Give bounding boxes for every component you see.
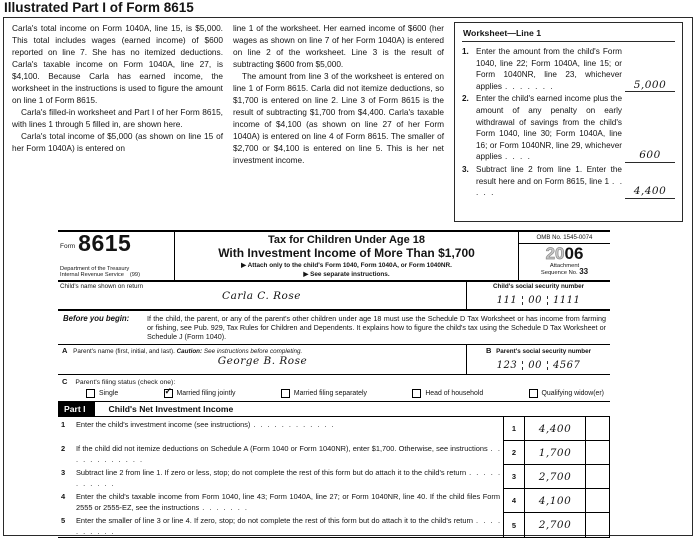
paragraph: Carla's total income of $5,000 (as shown on line 15 of her Form 1040A) is entered on [12,131,223,153]
line-box-number: 3 [503,465,524,489]
article-column-2 [233,22,444,227]
paragraph: Carla's filled-in worksheet and Part I of her Form 8615, with lines 1 through 5 filled in, are shown here. [12,107,223,129]
row-b-letter: B [485,346,492,356]
form-8615 [58,230,610,538]
tax-year [519,244,610,263]
worksheet-item [462,93,675,163]
line-text: Enter the child's investment income (see instructions) . . . . . . . . . . . . [76,420,334,430]
worksheet-box [454,22,683,222]
filing-status-option-married-jointly: ✓ Married filing jointly [164,386,236,398]
dot-leader: . . . . . . . . . . [76,516,501,536]
worksheet-item-value: 5,000 [625,80,675,93]
parent-name-value: George B. Rose [217,355,308,368]
agency-line-2: Internal Revenue Service [60,272,124,279]
worksheet-column [454,22,683,227]
checkmark-icon: ✓ [164,386,173,397]
form-number-cell [58,232,175,280]
filing-status-label: Parent's filing status (check one): [75,379,176,387]
year-suffix: 06 [564,244,584,263]
line-number: 3 [61,468,66,478]
line-box-number: 4 [503,489,524,513]
agency-line-1: Department of the Treasury [60,265,130,272]
checkbox-married-jointly [164,386,173,398]
attach-instruction: Attach only to the child's Form 1040, Form 1040A, or Form 1040NR. [247,262,452,269]
filing-status-option-head-of-household: Head of household [412,389,483,398]
form-line-row [58,513,610,537]
parent-ssn-value: 123 00 4567 [496,360,581,372]
worksheet-item [462,46,675,92]
parent-name-label: Parent's name (first, initial, and last). [73,348,175,356]
line-number: 5 [61,516,66,526]
form-line-row [58,489,610,513]
line-number: 4 [61,492,66,502]
line-text: If the child did not itemize deductions on Schedule A (Form 1040 or Form 1040NR), enter $1,700. Otherwise, see instructions . . . . . . . . . . . . [76,444,500,464]
part1-lines-table [58,417,610,538]
omb-number: OMB No. 1545-0074 [519,232,610,244]
dot-leader: . . . . . . . . . . . . [253,420,334,430]
line-number: 1 [61,420,66,430]
article-column-1 [12,22,223,227]
year-prefix: 20 [545,244,565,263]
illustration-border-box [3,17,693,536]
form-title-line-2: With Investment Income of More Than $1,700 [218,246,475,260]
form-number: 8615 [78,230,132,256]
line-box-number: 1 [503,417,524,441]
before-you-begin-text: If the child, the parent, or any of the parent's other children under age 18 must use the Schedule D Tax Worksheet or has income from farming or fishing, see Pub. 929, Tax Rules for Children and Dependents. It explains how to figure the child's tax using the Schedule D Tax Worksheet or Schedule J (Form 1040). [147,313,606,342]
arrowhead-icon: ▶ [303,271,309,279]
filing-status-option-single: Single [86,389,118,398]
form-title-cell [175,232,518,280]
worksheet-item [462,164,675,199]
dot-leader: . . . . . . . [504,81,553,91]
paragraph: line 1 of the worksheet. Her earned income of $600 (her wages as shown on line 7 of her Form 1040A) is entered on line 2 of the worksheet. Line 3 is the result of subtracting $600 from $5,000. [233,23,444,69]
parent-ssn-label: Parent's social security number [496,348,592,356]
filing-status-option-qualifying-widow: Qualifying widow(er) [529,389,604,398]
dot-leader: . . . . . . . . . . . . [76,444,500,464]
page-title: Illustrated Part I of Form 8615 [4,0,194,15]
cents-column [585,489,610,513]
see-instructions: See separate instructions. [310,271,390,279]
line-amount: 2,700 [524,513,585,537]
checkbox-married-separately [281,389,290,398]
filing-status-row [58,375,610,402]
cents-column [585,465,610,489]
child-ssn-value: 111 00 1111 [496,294,581,306]
line-text: Enter the smaller of line 3 or line 4. If zero, stop; do not complete the rest of this form but do attach it to the child's return . . . . . . . . . . [76,516,501,536]
row-a-letter: A [62,346,68,356]
filing-status-option-married-separately: Married filing separately [281,389,367,398]
ssn-divider [547,361,548,370]
ssn-divider [522,361,523,370]
attachment-sequence: Attachment Sequence No. 33 [540,263,589,277]
arrowhead-icon: ▶ [241,262,247,269]
ssn-divider [547,296,548,305]
paragraph: The amount from line 3 of the worksheet is entered on line 1 of Form 8615. Carla did not itemize deductions, so $1,700 is entered on line 2. Line 3 of Form 8615 is the result of subtracting $1,700 from $4,400. Carla's taxable income of $4,100 (as shown on line 27 of her Form 1040A) is entered on line 4 of Form 8615. The smaller of $2,700 or $4,100 is entered on line 5. This is her net investment income. [233,71,444,165]
worksheet-item-text: Subtract line 2 from line 1. Enter the result here and on Form 8615, line 1 . . . . . [476,164,622,198]
line-box-number: 2 [503,441,524,465]
checkbox-qualifying-widow [529,389,538,398]
omb-cell [518,232,610,280]
cents-column [585,417,610,441]
worksheet-item-value: 600 [625,150,675,163]
form-header [58,230,610,282]
form-title-line-1: Tax for Children Under Age 18 [267,234,426,246]
worksheet-item-value: 4,400 [625,186,675,199]
line-box-number: 5 [503,513,524,537]
line-amount: 1,700 [524,441,585,465]
ssn-divider [522,296,523,305]
worksheet-item-text: Enter the child's earned income plus the amount of any penalty on early withdrawal of savings from the child's Form 1040, line 30; Form 1040A, line 16; or Form 1040NR, line 29, whichever applies . . . . [476,94,622,162]
worksheet-item-number: 3. [462,164,469,174]
attachment-number: 33 [579,267,589,277]
caution-text: See instructions before completing. [203,348,303,356]
line-amount: 4,100 [524,489,585,513]
dot-leader: . . . . . . . . . . . [76,468,500,488]
agency-lines [60,266,171,279]
cents-column [585,513,610,537]
checkbox-head-of-household [412,389,421,398]
agency-suffix: (99) [129,272,140,279]
dot-leader: . . . . [504,152,530,162]
form-word: Form [60,243,76,250]
line-amount: 2,700 [524,465,585,489]
part1-header [58,402,610,417]
row-c-letter: C [62,377,68,387]
child-name-value: Carla C. Rose [222,289,301,302]
dot-leader: . . . . . [476,176,622,198]
checkbox-single [86,389,95,398]
part1-title: Child's Net Investment Income [108,404,234,415]
line-number: 2 [61,444,66,454]
part1-label: Part I [58,402,95,416]
caution-word: Caution: [176,348,203,356]
worksheet-title: Worksheet—Line 1 [462,26,675,42]
form-line-row [58,441,610,465]
child-name-row [58,282,610,311]
worksheet-item-text: Enter the amount from the child's Form 1040, line 22; Form 1040A, line 15; or Form 1040NR, line 23, whichever applies . . . . . . . [476,47,622,91]
before-you-begin-label: Before you begin: [63,313,130,323]
form-line-row [58,417,610,441]
paragraph: Carla's total income on Form 1040A, line 15, is $5,000. This total includes wages (earned income) of $600 reported on line 7. She has no itemized deductions. Carla's taxable income on Form 1040A, line 27, is $4,100. Because Carla has earned income, the worksheet in the instructions is used to figure the amount on line 1 of Form 8615. [12,23,223,105]
form-line-row [58,465,610,489]
line-text: Subtract line 2 from line 1. If zero or less, stop; do not complete the rest of this form but do attach it to the child's return . . . . . . . . . . . [76,468,500,488]
dot-leader: . . . . . . . [202,502,247,512]
worksheet-item-number: 1. [462,47,469,56]
worksheet-item-number: 2. [462,94,469,104]
before-you-begin-row [58,311,610,346]
top-columns [12,22,687,227]
cents-column [585,441,610,465]
child-ssn-label: Child's social security number [492,282,585,290]
line-amount: 4,400 [524,417,585,441]
line-text: Enter the child's taxable income from Form 1040, line 43; Form 1040A, line 27; or Form 1040NR, line 40. If the child files Form 2555 or 2555-EZ, see the instructions . . . . . . . [76,492,500,512]
child-name-label: Child's name shown on return [60,282,144,290]
parent-info-row [58,345,610,375]
